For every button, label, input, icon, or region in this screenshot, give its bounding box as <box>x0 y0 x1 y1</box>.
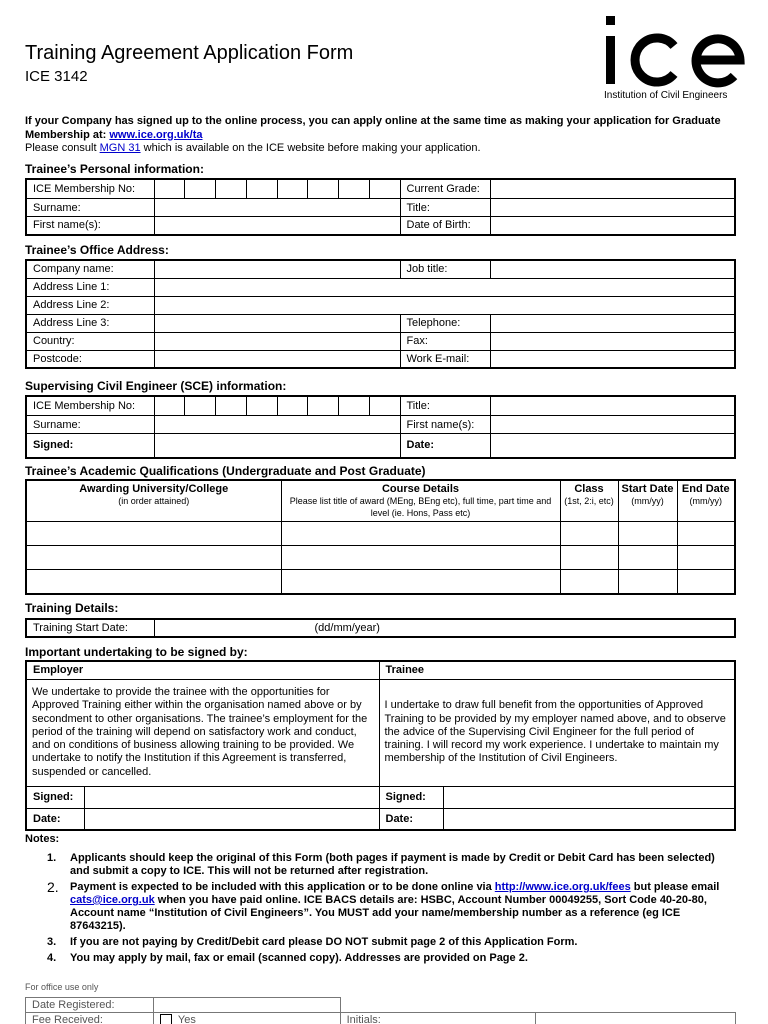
sce-surname-field[interactable] <box>154 416 400 434</box>
table-row <box>26 679 735 786</box>
dob-label: Date of Birth: <box>400 217 490 235</box>
fax-field[interactable] <box>490 332 735 350</box>
note-number: 4. <box>47 952 57 964</box>
current-grade-label: Current Grade: <box>400 179 490 199</box>
addr3-field[interactable] <box>154 314 400 332</box>
table-row <box>26 217 735 235</box>
trainee-signed-label: Signed: <box>379 786 443 808</box>
sce-title-field[interactable] <box>490 396 735 416</box>
title-field[interactable] <box>490 199 735 217</box>
ice-logo-mark <box>604 16 746 88</box>
training-heading: Training Details: <box>25 601 119 615</box>
trainee-date-label: Date: <box>379 808 443 830</box>
addr2-label: Address Line 2: <box>26 296 154 314</box>
dob-field[interactable] <box>490 217 735 235</box>
table-row <box>26 278 735 296</box>
class-cell[interactable] <box>560 522 618 546</box>
office-address-heading: Trainee’s Office Address: <box>25 243 169 257</box>
surname-field[interactable] <box>154 199 400 217</box>
yes-checkbox[interactable] <box>160 1014 172 1024</box>
yes-label: Yes <box>177 1013 196 1024</box>
col-course: Course Details Please list title of award (MEng, BEng etc), full time, part time and level (ie. Hons, Pass etc) <box>281 480 560 522</box>
email-label: Work E-mail: <box>400 350 490 368</box>
online-link[interactable]: www.ice.org.uk/ta <box>109 128 203 141</box>
col-end-date: End Date (mm/yy) <box>677 480 735 522</box>
notes-list <box>47 852 737 968</box>
intro-line1: If your Company has signed up to the online process, you can apply online at the same time as making your application for Graduate Membership at: <box>25 115 721 141</box>
course-cell[interactable] <box>281 546 560 570</box>
col-start-date: Start Date (mm/yy) <box>618 480 677 522</box>
trainee-date-field[interactable] <box>443 808 735 830</box>
employer-signed-field[interactable] <box>84 786 379 808</box>
university-cell[interactable] <box>26 546 281 570</box>
employer-undertaking-text: We undertake to provide the trainee with the opportunities for Approved Training either within the organisation named above or by secondment to other organisations. The trainee’s employment for the period of the training will depend on satisfactory work and conduct, and on conditions of business allowing training to be provided. We undertake to notify the Institution if this Agreement is transferred, suspended or cancelled. <box>26 679 379 786</box>
start-cell[interactable] <box>618 570 677 594</box>
table-row <box>26 619 735 637</box>
employer-date-label: Date: <box>26 808 84 830</box>
table-row <box>26 434 735 458</box>
company-field[interactable] <box>154 260 400 278</box>
current-grade-field[interactable] <box>490 179 735 199</box>
note-text: Applicants should keep the original of this Form (both pages if payment is made by Credit or Debit Card has been selected) and submit a copy to ICE. This will not be returned after registration. <box>70 852 715 877</box>
form-title: Training Agreement Application Form <box>25 42 354 64</box>
addr1-field[interactable] <box>154 278 735 296</box>
table-row <box>26 808 735 830</box>
postcode-label: Postcode: <box>26 350 154 368</box>
date-format-hint: (dd/mm/year) <box>314 622 380 634</box>
university-cell[interactable] <box>26 570 281 594</box>
cats-email-link[interactable]: cats@ice.org.uk <box>70 894 155 906</box>
table-row <box>26 332 735 350</box>
intro-line2-post: which is available on the ICE website before making your application. <box>143 142 481 154</box>
title-label: Title: <box>400 199 490 217</box>
date-registered-label: Date Registered: <box>26 998 154 1013</box>
fees-link[interactable]: http://www.ice.org.uk/fees <box>494 881 631 893</box>
company-label: Company name: <box>26 260 154 278</box>
personal-table <box>25 178 736 236</box>
first-names-field[interactable] <box>154 217 400 235</box>
sce-membership-no-field[interactable] <box>154 396 400 416</box>
employer-header: Employer <box>26 661 379 679</box>
note-number: 2. <box>47 879 59 895</box>
table-row <box>26 661 735 679</box>
course-cell[interactable] <box>281 522 560 546</box>
table-row <box>26 786 735 808</box>
date-registered-field[interactable] <box>153 998 340 1013</box>
end-cell[interactable] <box>677 546 735 570</box>
table-row <box>26 522 735 546</box>
trainee-header: Trainee <box>379 661 735 679</box>
surname-label: Surname: <box>26 199 154 217</box>
table-row <box>26 416 735 434</box>
training-start-field[interactable] <box>154 619 735 637</box>
table-row <box>26 314 735 332</box>
sce-date-label: Date: <box>400 434 490 458</box>
addr1-label: Address Line 1: <box>26 278 154 296</box>
fax-label: Fax: <box>400 332 490 350</box>
membership-no-label: ICE Membership No: <box>26 179 154 199</box>
list-item <box>47 881 737 933</box>
table-row <box>26 350 735 368</box>
employer-signed-label: Signed: <box>26 786 84 808</box>
list-item <box>47 936 737 949</box>
trainee-undertaking-text: I undertake to draw full benefit from the opportunities of Approved Training to be provided by my employer named above, and to observe the advice of the Supervising Civil Engineer for the full period of training. I will record my work experience. I undertake to maintain my membership of the Institution of Civil Engineers. <box>379 679 735 786</box>
table-row <box>26 546 735 570</box>
telephone-label: Telephone: <box>400 314 490 332</box>
sce-signed-field[interactable] <box>154 434 400 458</box>
col-university: Awarding University/College (in order attained) <box>26 480 281 522</box>
table-header-row <box>26 480 735 522</box>
sce-title-label: Title: <box>400 396 490 416</box>
sce-signed-label: Signed: <box>26 434 154 458</box>
form-code: ICE 3142 <box>25 68 88 85</box>
sce-first-names-label: First name(s): <box>400 416 490 434</box>
office-address-table <box>25 259 736 369</box>
table-row <box>26 396 735 416</box>
course-cell[interactable] <box>281 570 560 594</box>
ice-logo <box>604 16 746 101</box>
office-use-label: For office use only <box>25 982 99 992</box>
email-field[interactable] <box>490 350 735 368</box>
initials-label: Initials: <box>340 1013 536 1024</box>
job-title-label: Job title: <box>400 260 490 278</box>
undertaking-table <box>25 660 736 831</box>
addr3-label: Address Line 3: <box>26 314 154 332</box>
undertaking-heading: Important undertaking to be signed by: <box>25 645 248 659</box>
sce-first-names-field[interactable] <box>490 416 735 434</box>
training-start-label: Training Start Date: <box>26 619 154 637</box>
telephone-field[interactable] <box>490 314 735 332</box>
first-names-label: First name(s): <box>26 217 154 235</box>
country-field[interactable] <box>154 332 400 350</box>
employer-date-field[interactable] <box>84 808 379 830</box>
note-text: Payment is expected to be included with this application or to be done online via http://www.ice.org.uk/fees but please email cats@ice.org.uk when you have paid online. ICE BACS details are: HSBC, Account Number 00049255, Sort Code 40-20-80, Account name “Institution of Civil Engineers”. You MUST add your name/membership number as a reference (eg ICE 87643215). <box>70 881 720 932</box>
postcode-field[interactable] <box>154 350 400 368</box>
sce-table <box>25 395 736 459</box>
membership-no-field[interactable] <box>154 179 400 199</box>
trainee-signed-field[interactable] <box>443 786 735 808</box>
training-table <box>25 618 736 638</box>
job-title-field[interactable] <box>490 260 735 278</box>
sce-date-field[interactable] <box>490 434 735 458</box>
initials-field[interactable] <box>536 1013 736 1024</box>
table-row <box>26 179 735 199</box>
table-row <box>26 570 735 594</box>
end-cell[interactable] <box>677 570 735 594</box>
addr2-field[interactable] <box>154 296 735 314</box>
mgn31-link[interactable]: MGN 31 <box>99 142 141 154</box>
personal-heading: Trainee’s Personal information: <box>25 162 204 176</box>
note-text: If you are not paying by Credit/Debit card please DO NOT submit page 2 of this Application Form. <box>70 936 578 948</box>
note-number: 1. <box>47 852 57 864</box>
end-cell[interactable] <box>677 522 735 546</box>
sce-heading: Supervising Civil Engineer (SCE) information: <box>25 379 287 393</box>
table-row <box>26 296 735 314</box>
start-cell[interactable] <box>618 546 677 570</box>
academic-table <box>25 479 736 595</box>
start-cell[interactable] <box>618 522 677 546</box>
university-cell[interactable] <box>26 522 281 546</box>
academic-heading: Trainee’s Academic Qualifications (Undergraduate and Post Graduate) <box>25 464 426 478</box>
office-use-table <box>25 997 736 1024</box>
intro-line2-pre: Please consult <box>25 142 97 154</box>
class-cell[interactable] <box>560 570 618 594</box>
sce-surname-label: Surname: <box>26 416 154 434</box>
sce-membership-no-label: ICE Membership No: <box>26 396 154 416</box>
list-item <box>47 952 737 965</box>
class-cell[interactable] <box>560 546 618 570</box>
table-row <box>26 1013 736 1024</box>
list-item <box>47 852 737 878</box>
note-text: You may apply by mail, fax or email (scanned copy). Addresses are provided on Page 2. <box>70 952 528 964</box>
table-row <box>26 260 735 278</box>
notes-heading: Notes: <box>25 833 60 845</box>
table-row <box>26 998 736 1013</box>
fee-received-label: Fee Received: <box>26 1013 154 1024</box>
note-number: 3. <box>47 936 57 948</box>
col-class: Class (1st, 2:i, etc) <box>560 480 618 522</box>
intro-text <box>25 115 745 156</box>
country-label: Country: <box>26 332 154 350</box>
table-row <box>26 199 735 217</box>
logo-subtitle: Institution of Civil Engineers <box>604 90 728 101</box>
fee-received-field[interactable] <box>153 1013 340 1024</box>
